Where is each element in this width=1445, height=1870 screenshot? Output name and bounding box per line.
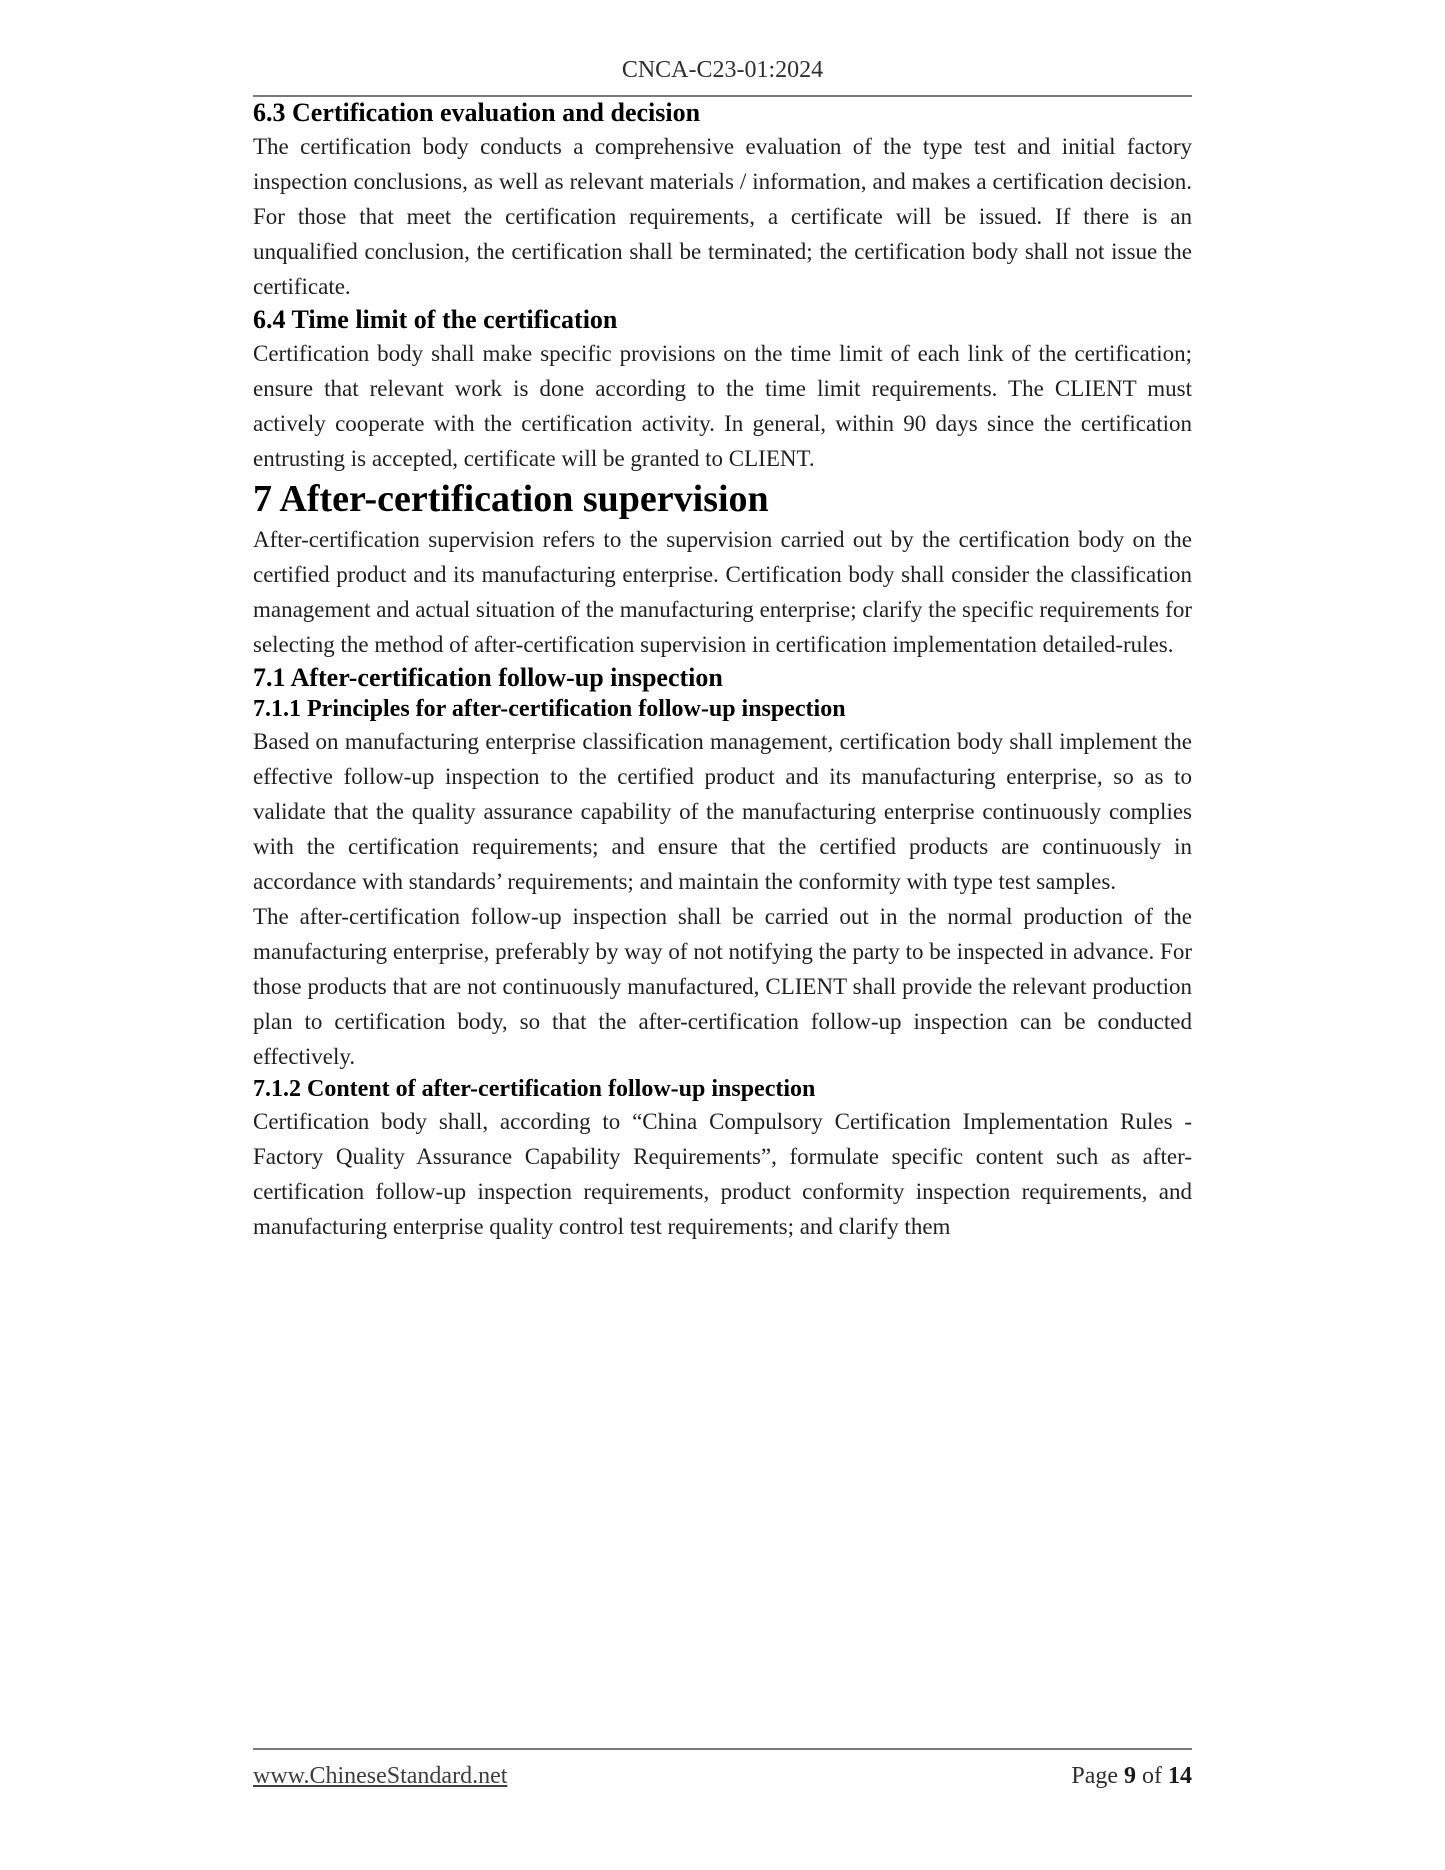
page-indicator bbox=[1071, 1762, 1192, 1790]
paragraph-7-1-1-a: Based on manufacturing enterprise classification management, certification body shall implement the effective follow-up inspection to the certified product and its manufacturing enterprise, so as to validate that the quality assurance capability of the manufacturing enterprise continuously complies with the certification requirements; and ensure that the certified products are continuously in accordance with standards’ requirements; and maintain the conformity with type test samples. bbox=[253, 729, 1192, 894]
footer-rule bbox=[253, 1748, 1192, 1750]
page-word: Page bbox=[1071, 1763, 1118, 1789]
standard-number: CNCA-C23-01:2024 bbox=[621, 57, 824, 83]
paragraph-7-1-1-b: The after-certification follow-up inspection shall be carried out in the normal production of the manufacturing enterprise, preferably by way of not notifying the party to be inspected in advance. For those products that are not continuously manufactured, CLIENT shall provide the relevant production plan to certification body, so that the after-certification follow-up inspection can be conducted effectively. bbox=[253, 904, 1192, 1069]
paragraph-7-1-2: Certification body shall, according to “China Compulsory Certification Implementation Rules - Factory Quality Assurance Capability Requirements”, formulate specific content such as after-certification follow-up inspection requirements, product conformity inspection requirements, and manufacturing enterprise quality control test requirements; and clarify them bbox=[253, 1109, 1192, 1239]
total-pages: 14 bbox=[1168, 1763, 1192, 1789]
page-content bbox=[253, 0, 1192, 1244]
paragraph-6-4: Certification body shall make specific provisions on the time limit of each link of the certification; ensure that relevant work is done according to the time limit requirements. The CLIENT must actively cooperate with the certification activity. In general, within 90 days since the certification entrusting is accepted, certificate will be granted to CLIENT. bbox=[253, 341, 1192, 471]
page-footer bbox=[253, 1748, 1192, 1790]
of-word: of bbox=[1142, 1763, 1162, 1789]
chapter-heading-7: 7 After-certification supervision bbox=[253, 478, 769, 520]
footer-row bbox=[253, 1762, 1192, 1790]
subsection-heading-7-1-2: 7.1.2 Content of after-certification follow-up inspection bbox=[253, 1076, 816, 1102]
section-heading-7-1: 7.1 After-certification follow-up inspection bbox=[253, 663, 723, 692]
paragraph-6-3: The certification body conducts a comprehensive evaluation of the type test and initial factory inspection conclusions, as well as relevant materials / information, and makes a certification decision. For those that meet the certification requirements, a certificate will be issued. If there is an unqualified conclusion, the certification shall be terminated; the certification body shall not issue the certificate. bbox=[253, 134, 1192, 299]
page-number: 9 bbox=[1124, 1763, 1136, 1789]
website-link[interactable]: www.ChineseStandard.net bbox=[253, 1763, 508, 1789]
section-heading-6-3: 6.3 Certification evaluation and decision bbox=[253, 98, 701, 127]
paragraph-7: After-certification supervision refers to the supervision carried out by the certification body on the certified product and its manufacturing enterprise. Certification body shall consider the classification management and actual situation of the manufacturing enterprise; clarify the specific requirements for selecting the method of after-certification supervision in certification implementation detailed-rules. bbox=[253, 527, 1192, 657]
section-heading-6-4: 6.4 Time limit of the certification bbox=[253, 305, 618, 334]
subsection-heading-7-1-1: 7.1.1 Principles for after-certification follow-up inspection bbox=[253, 696, 846, 722]
